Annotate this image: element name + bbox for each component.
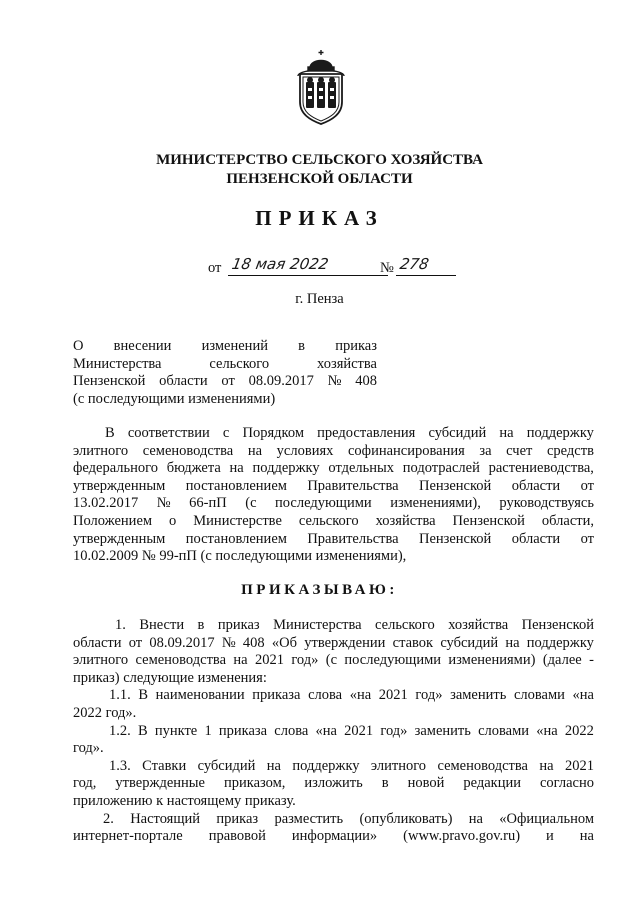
preamble-line xyxy=(73,460,594,478)
word: в xyxy=(381,775,389,792)
order-item-line xyxy=(73,793,594,811)
word: 66-пП xyxy=(189,495,227,512)
word: области xyxy=(511,530,561,547)
word: (с последующими изменениями) xyxy=(73,390,276,407)
word: 1 xyxy=(204,722,212,739)
number-underline xyxy=(396,275,456,276)
word: 1.1. xyxy=(109,687,131,704)
word: слова xyxy=(308,687,343,704)
word: Пензенской xyxy=(418,477,492,494)
word: редакции xyxy=(463,775,521,792)
word: федерального xyxy=(73,460,158,477)
order-item-line xyxy=(73,652,594,670)
word: 2021 xyxy=(254,652,284,669)
word: от xyxy=(128,634,143,651)
word: Ставки xyxy=(142,757,187,774)
word: приложению к настоящему приказу. xyxy=(73,792,296,809)
word: 1. xyxy=(115,617,126,633)
word: утвержденные xyxy=(115,775,205,792)
word: средств xyxy=(546,442,594,459)
word: заменить xyxy=(450,687,507,704)
date-prefix: от xyxy=(208,260,222,276)
word: 408 xyxy=(355,373,377,390)
word: постановлением xyxy=(185,530,287,547)
order-item-line xyxy=(73,670,594,688)
order-item-line xyxy=(73,723,594,741)
word: наименовании xyxy=(155,687,245,704)
order-item-line xyxy=(73,617,594,635)
word: последующими xyxy=(344,652,442,669)
word: на xyxy=(505,634,520,651)
subject-line xyxy=(73,391,377,409)
word: на xyxy=(266,757,281,774)
word: Министерства xyxy=(273,617,362,633)
word: от xyxy=(221,373,235,390)
handwritten-date: 18 мая 2022 xyxy=(230,255,330,273)
preamble-line xyxy=(73,495,594,513)
word: Министерства xyxy=(73,355,162,372)
word: «на xyxy=(315,722,337,739)
word: софинансирования xyxy=(347,442,465,459)
word: в xyxy=(197,617,205,633)
word: приказа xyxy=(218,722,268,739)
word: Внести xyxy=(139,617,185,633)
word: элитного xyxy=(370,757,427,774)
city: г. Пенза xyxy=(295,291,344,307)
word: на xyxy=(468,810,483,827)
word: от xyxy=(580,477,594,494)
word: Положением xyxy=(73,512,153,529)
word: изменений xyxy=(201,338,268,354)
word: Министерстве xyxy=(193,512,282,529)
word: год» xyxy=(415,687,443,704)
word: Порядком xyxy=(242,425,304,441)
order-item-line xyxy=(73,828,594,846)
word: бюджета xyxy=(166,460,221,477)
word: (с xyxy=(245,495,257,512)
word: «Об xyxy=(271,634,298,651)
word: хозяйства xyxy=(448,617,509,633)
word: поддержку xyxy=(252,460,320,477)
word: № xyxy=(221,634,236,651)
word: руководствуясь xyxy=(499,495,594,512)
organization-name-line-2: ПЕНЗЕНСКОЙ ОБЛАСТИ xyxy=(226,171,413,187)
word: предоставления xyxy=(317,425,416,441)
organization-name-line-1: МИНИСТЕРСТВО СЕЛЬСКОГО ХОЗЯЙСТВА xyxy=(156,152,483,168)
word: О xyxy=(73,338,84,354)
preamble-line xyxy=(73,513,594,531)
word: семеноводства xyxy=(142,442,234,459)
word: растениеводства, xyxy=(488,460,594,477)
word: В xyxy=(105,425,115,441)
word: на xyxy=(247,442,263,459)
word: от xyxy=(580,530,594,547)
word: внесении xyxy=(113,338,172,354)
word: «на xyxy=(536,722,558,739)
word: (опубликовать) xyxy=(359,810,453,827)
word: субсидий xyxy=(440,634,499,651)
word: Пензенской xyxy=(73,373,146,390)
subject-line xyxy=(73,338,377,356)
word: пункте xyxy=(154,722,198,739)
word: с xyxy=(222,425,230,441)
word: (www.pravo.gov.ru) xyxy=(403,828,521,845)
handwritten-number: 278 xyxy=(398,255,431,273)
word: изменениями), xyxy=(390,495,481,512)
word: правовой xyxy=(208,828,266,845)
word: слова xyxy=(274,722,309,739)
word: Настоящий xyxy=(130,810,201,827)
subject-line xyxy=(73,356,377,374)
word: Пензенской xyxy=(418,530,492,547)
word: (с xyxy=(325,652,338,669)
word: В xyxy=(138,687,149,704)
word: Правительства xyxy=(307,477,399,494)
word: Правительства xyxy=(307,530,399,547)
word: счет xyxy=(506,442,533,459)
word: 08.09.2017 xyxy=(248,373,314,390)
order-item-line xyxy=(73,758,594,776)
order-item-line xyxy=(73,775,594,793)
word: области xyxy=(73,634,122,651)
word: приказ xyxy=(217,617,260,633)
word: 2021 xyxy=(344,722,374,739)
word: поддержку xyxy=(526,634,594,651)
word: последующими xyxy=(275,495,372,512)
word: «на xyxy=(349,687,372,704)
word: на xyxy=(229,460,244,477)
word: (далее xyxy=(542,652,582,669)
preamble-line xyxy=(73,531,594,549)
word: приказом, xyxy=(223,775,286,792)
word: на xyxy=(233,652,248,669)
document-title: ПРИКАЗ xyxy=(255,206,384,230)
word: семеноводства xyxy=(135,652,227,669)
order-item-line xyxy=(73,687,594,705)
word: приказ xyxy=(216,810,259,827)
word: В xyxy=(137,722,148,739)
word: приказа xyxy=(252,687,301,704)
preamble-line xyxy=(73,443,594,461)
word: области xyxy=(511,477,561,494)
word: 2021 xyxy=(564,757,594,774)
word: «Официальном xyxy=(499,810,594,827)
order-subject xyxy=(73,338,377,408)
order-item-line xyxy=(73,811,594,829)
word: новой xyxy=(407,775,445,792)
word: и xyxy=(546,828,554,845)
word: № xyxy=(327,373,342,390)
order-word: ПРИКАЗЫВАЮ: xyxy=(241,582,398,598)
word: изменениями) xyxy=(448,652,536,669)
word: разместить xyxy=(274,810,344,827)
word: за xyxy=(479,442,492,459)
preamble xyxy=(73,425,594,566)
date-underline xyxy=(228,275,388,276)
word: подотраслей xyxy=(402,460,480,477)
word: 1.2. xyxy=(109,722,131,739)
word: семеноводства xyxy=(437,757,528,774)
word: на xyxy=(539,757,554,774)
word: 13.02.2017 xyxy=(73,495,139,512)
word: элитного xyxy=(73,652,129,669)
word: субсидий xyxy=(197,757,256,774)
word: на xyxy=(499,425,514,441)
word: области, xyxy=(541,512,594,529)
word: отдельных xyxy=(328,460,395,477)
word: 408 xyxy=(242,634,265,651)
word: соответствии xyxy=(127,425,210,441)
word: - xyxy=(589,652,594,669)
word: о xyxy=(169,512,177,529)
penza-coat-of-arms-icon xyxy=(292,48,350,126)
word: год, xyxy=(73,775,97,792)
preamble-line xyxy=(73,425,594,443)
word: приказ xyxy=(335,338,377,354)
word: субсидий xyxy=(428,425,487,441)
word: в xyxy=(298,338,306,354)
order-items xyxy=(73,617,594,846)
word: словами xyxy=(478,722,530,739)
word: хозяйства xyxy=(317,355,377,372)
word: постановлением xyxy=(185,477,287,494)
order-item-line xyxy=(73,705,594,723)
word: «на xyxy=(572,687,594,704)
word: поддержку xyxy=(292,757,360,774)
word: 2022 xyxy=(564,722,594,739)
word: № xyxy=(156,495,171,512)
word: 1.3. xyxy=(109,757,131,774)
word: заменить xyxy=(414,722,471,739)
word: утвержденным xyxy=(73,477,166,494)
word: области xyxy=(159,373,208,390)
word: Пензенской xyxy=(521,617,594,633)
word: интернет-портале xyxy=(73,828,183,845)
preamble-line xyxy=(73,548,594,566)
number-label: № xyxy=(380,260,394,276)
word: информации» xyxy=(291,828,378,845)
word: Пензенской xyxy=(452,512,525,529)
word: приказ) следующие изменения: xyxy=(73,669,267,686)
order-item-line xyxy=(73,635,594,653)
word: сельского xyxy=(209,355,270,372)
word: 2. xyxy=(103,810,114,827)
subject-line xyxy=(73,373,377,391)
word: 10.02.2009 № 99-пП (с последующими изменениями), xyxy=(73,548,407,565)
word: год» xyxy=(291,652,319,669)
word: изложить xyxy=(304,775,363,792)
word: год» xyxy=(380,722,408,739)
word: 08.09.2017 xyxy=(149,634,215,651)
word: 2021 xyxy=(378,687,408,704)
word: сельского xyxy=(298,512,359,529)
word: элитного xyxy=(73,442,129,459)
word: год». xyxy=(73,740,104,757)
word: условиях xyxy=(276,442,334,459)
word: хозяйства xyxy=(375,512,436,529)
word: утвержденным xyxy=(73,530,166,547)
word: ставок xyxy=(392,634,434,651)
word: словами xyxy=(513,687,565,704)
preamble-line xyxy=(73,478,594,496)
word: поддержку xyxy=(526,425,594,441)
order-item-line xyxy=(73,740,594,758)
word: 2022 год». xyxy=(73,704,137,721)
word: сельского xyxy=(375,617,435,633)
word: утверждении xyxy=(304,634,386,651)
word: согласно xyxy=(539,775,594,792)
word: на xyxy=(579,828,594,845)
